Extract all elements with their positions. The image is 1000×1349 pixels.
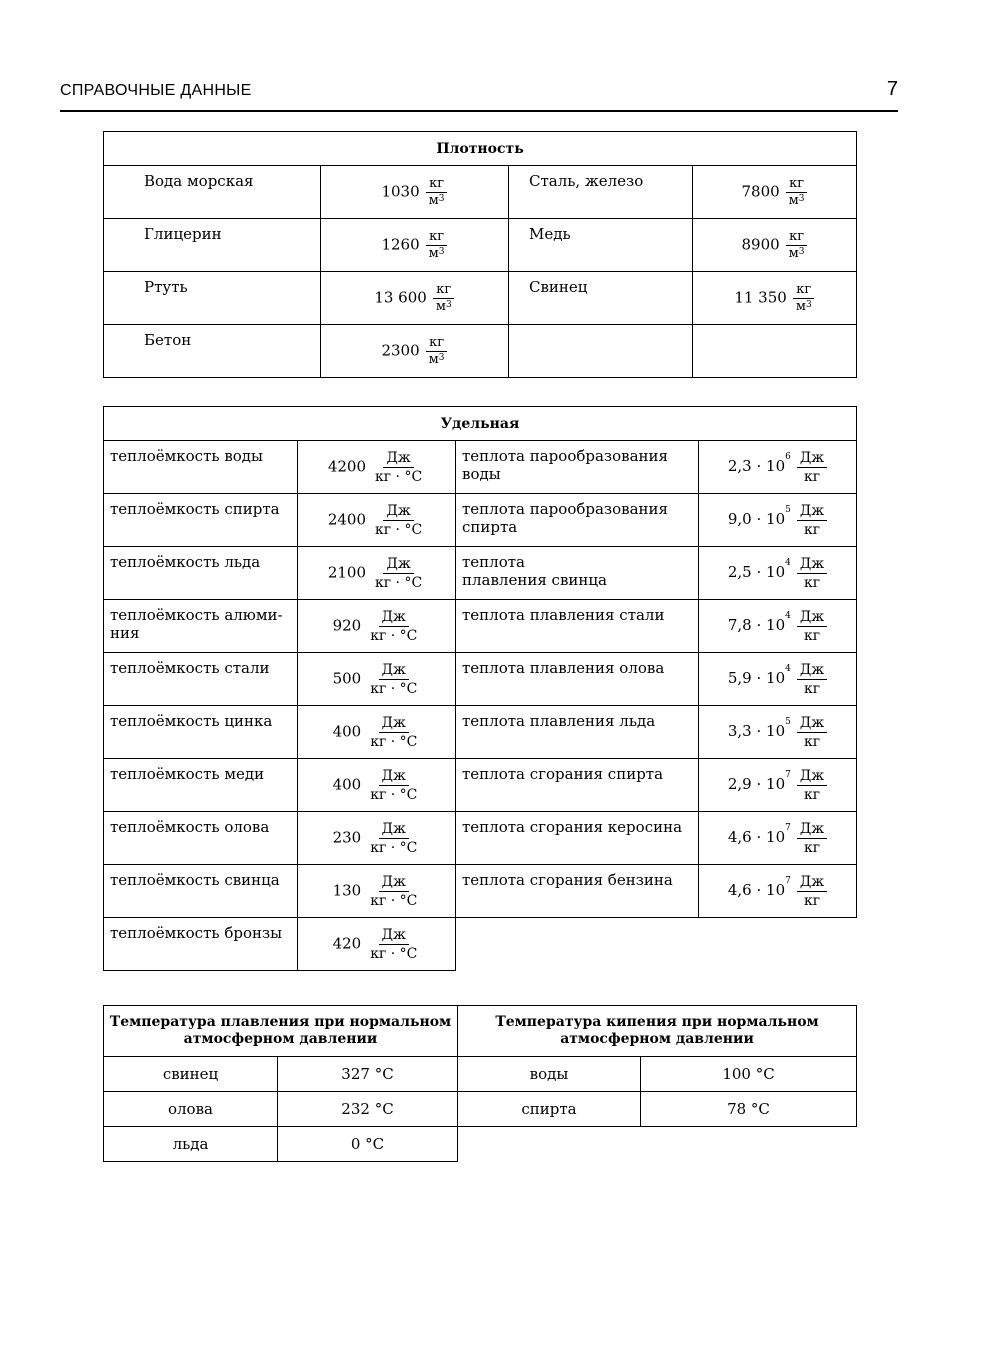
table-row: [104, 547, 857, 600]
page-number: 7: [886, 78, 898, 100]
latent-value: $3,3 \cdot 10^5$: [727, 716, 791, 740]
unit-fraction: Дж кг · °С: [370, 661, 418, 697]
empty-cell: [693, 325, 857, 378]
quantity-name: теплоёмкость спирта: [104, 494, 298, 547]
unit-fraction: Дж кг: [797, 609, 827, 644]
heat-capacity-value: 4200: [327, 457, 367, 475]
specific-title: Удельная: [104, 407, 857, 441]
specific-table: [103, 406, 857, 971]
density-value: 11 350: [734, 288, 787, 306]
substance-name: Медь: [509, 219, 693, 272]
unit-fraction: Дж кг · °С: [370, 873, 418, 909]
table-row: [104, 219, 857, 272]
density-table: [103, 131, 857, 378]
substance-name: Сталь, железо: [509, 166, 693, 219]
table-row: [104, 706, 857, 759]
unit-fraction: Дж кг · °С: [370, 714, 418, 750]
substance-name: Ртуть: [104, 272, 321, 325]
unit-fraction: Дж кг · °С: [375, 449, 423, 485]
table-row: [104, 325, 857, 378]
quantity-name: теплоёмкость алюми- ния: [104, 600, 298, 653]
density-value: 1260: [381, 235, 420, 253]
heat-capacity-value: 420: [332, 934, 362, 952]
table-row: [104, 865, 857, 918]
table-row: [104, 759, 857, 812]
temperature-value: 232 °С: [278, 1092, 458, 1127]
unit-fraction: Дж кг · °С: [375, 502, 423, 538]
unit-fraction: Дж кг: [797, 821, 827, 856]
table-row: [104, 653, 857, 706]
quantity-name: теплоёмкость олова: [104, 812, 298, 865]
temperature-value: 0 °С: [278, 1127, 458, 1162]
quantity-name: теплоёмкость льда: [104, 547, 298, 600]
substance-name: Вода морская: [104, 166, 321, 219]
substance-name: Свинец: [509, 272, 693, 325]
unit-fraction: Дж кг · °С: [370, 767, 418, 803]
quantity-name: теплоёмкость воды: [104, 441, 298, 494]
unit-fraction: Дж кг · °С: [370, 820, 418, 856]
temperature-value: 78 °С: [641, 1092, 857, 1127]
unit-fraction: кг $м^3$: [426, 230, 448, 261]
table-row: [104, 1092, 857, 1127]
heat-capacity-value: 400: [332, 722, 362, 740]
quantity-name: теплоёмкость бронзы: [104, 918, 298, 971]
density-value: 1030: [381, 182, 420, 200]
boiling-title: Температура кипения при нормальном атмосферном давлении: [458, 1006, 857, 1057]
table-row: [104, 272, 857, 325]
unit-fraction: кг $м^3$: [433, 283, 455, 314]
quantity-name: теплоёмкость свинца: [104, 865, 298, 918]
density-value: 13 600: [374, 288, 427, 306]
heat-capacity-value: 2400: [327, 510, 367, 528]
substance-name: Глицерин: [104, 219, 321, 272]
table-row: [104, 812, 857, 865]
substance-name: воды: [458, 1057, 641, 1092]
unit-fraction: Дж кг: [797, 715, 827, 750]
latent-value: $2,5 \cdot 10^4$: [727, 557, 791, 581]
latent-value: $7,8 \cdot 10^4$: [727, 610, 791, 634]
table-row: [104, 1057, 857, 1092]
quantity-name: теплота парообразования спирта: [456, 494, 699, 547]
latent-value: $2,9 \cdot 10^7$: [727, 769, 791, 793]
table-row: [104, 600, 857, 653]
unit-fraction: Дж кг: [797, 450, 827, 485]
unit-fraction: кг $м^3$: [786, 230, 808, 261]
temperature-value: 100 °С: [641, 1057, 857, 1092]
heat-capacity-value: 2100: [327, 563, 367, 581]
unit-fraction: Дж кг: [797, 503, 827, 538]
unit-fraction: кг $м^3$: [426, 177, 448, 208]
unit-fraction: кг $м^3$: [786, 177, 808, 208]
quantity-name: теплота плавления стали: [456, 600, 699, 653]
quantity-name: теплоёмкость цинка: [104, 706, 298, 759]
unit-fraction: Дж кг: [797, 768, 827, 803]
latent-value: $2,3 \cdot 10^6$: [727, 451, 791, 475]
heat-capacity-value: 400: [332, 775, 362, 793]
table-row: [104, 441, 857, 494]
latent-value: $4,6 \cdot 10^7$: [727, 875, 791, 899]
unit-fraction: кг $м^3$: [426, 336, 448, 367]
quantity-name: теплота сгорания керосина: [456, 812, 699, 865]
quantity-name: теплота плавления свинца: [456, 547, 699, 600]
density-value: 2300: [381, 341, 420, 359]
unit-fraction: Дж кг · °С: [370, 926, 418, 962]
page-header: [60, 80, 898, 112]
heat-capacity-value: 920: [332, 616, 362, 634]
unit-fraction: Дж кг: [797, 556, 827, 591]
substance-name: спирта: [458, 1092, 641, 1127]
latent-value: $5,9 \cdot 10^4$: [727, 663, 791, 687]
melting-title: Температура плавления при нормальном атмосферном давлении: [104, 1006, 458, 1057]
latent-value: $9,0 \cdot 10^5$: [727, 504, 791, 528]
unit-fraction: Дж кг · °С: [375, 555, 423, 591]
unit-fraction: Дж кг: [797, 874, 827, 909]
unit-fraction: Дж кг · °С: [370, 608, 418, 644]
quantity-name: теплота плавления льда: [456, 706, 699, 759]
unit-fraction: кг $м^3$: [793, 283, 815, 314]
unit-fraction: Дж кг: [797, 662, 827, 697]
temperature-table: [103, 1005, 857, 1162]
latent-value: $4,6 \cdot 10^7$: [727, 822, 791, 846]
quantity-name: теплота сгорания бензина: [456, 865, 699, 918]
substance-name: олова: [104, 1092, 278, 1127]
empty-cell: [509, 325, 693, 378]
density-title: Плотность: [104, 132, 857, 166]
quantity-name: теплота парообразования воды: [456, 441, 699, 494]
substance-name: льда: [104, 1127, 278, 1162]
temperature-value: 327 °С: [278, 1057, 458, 1092]
quantity-name: теплоёмкость меди: [104, 759, 298, 812]
empty-cell: [456, 918, 857, 971]
density-value: 7800: [741, 182, 780, 200]
running-title: СПРАВОЧНЫЕ ДАННЫЕ: [60, 82, 252, 99]
density-value: 8900: [741, 235, 780, 253]
empty-cell: [458, 1127, 857, 1162]
table-row: [104, 494, 857, 547]
heat-capacity-value: 500: [332, 669, 362, 687]
heat-capacity-value: 130: [332, 881, 362, 899]
table-row: [104, 918, 857, 971]
heat-capacity-value: 230: [332, 828, 362, 846]
table-row: [104, 166, 857, 219]
substance-name: Бетон: [104, 325, 321, 378]
quantity-name: теплота плавления олова: [456, 653, 699, 706]
table-row: [104, 1127, 857, 1162]
quantity-name: теплота сгорания спирта: [456, 759, 699, 812]
quantity-name: теплоёмкость стали: [104, 653, 298, 706]
substance-name: свинец: [104, 1057, 278, 1092]
